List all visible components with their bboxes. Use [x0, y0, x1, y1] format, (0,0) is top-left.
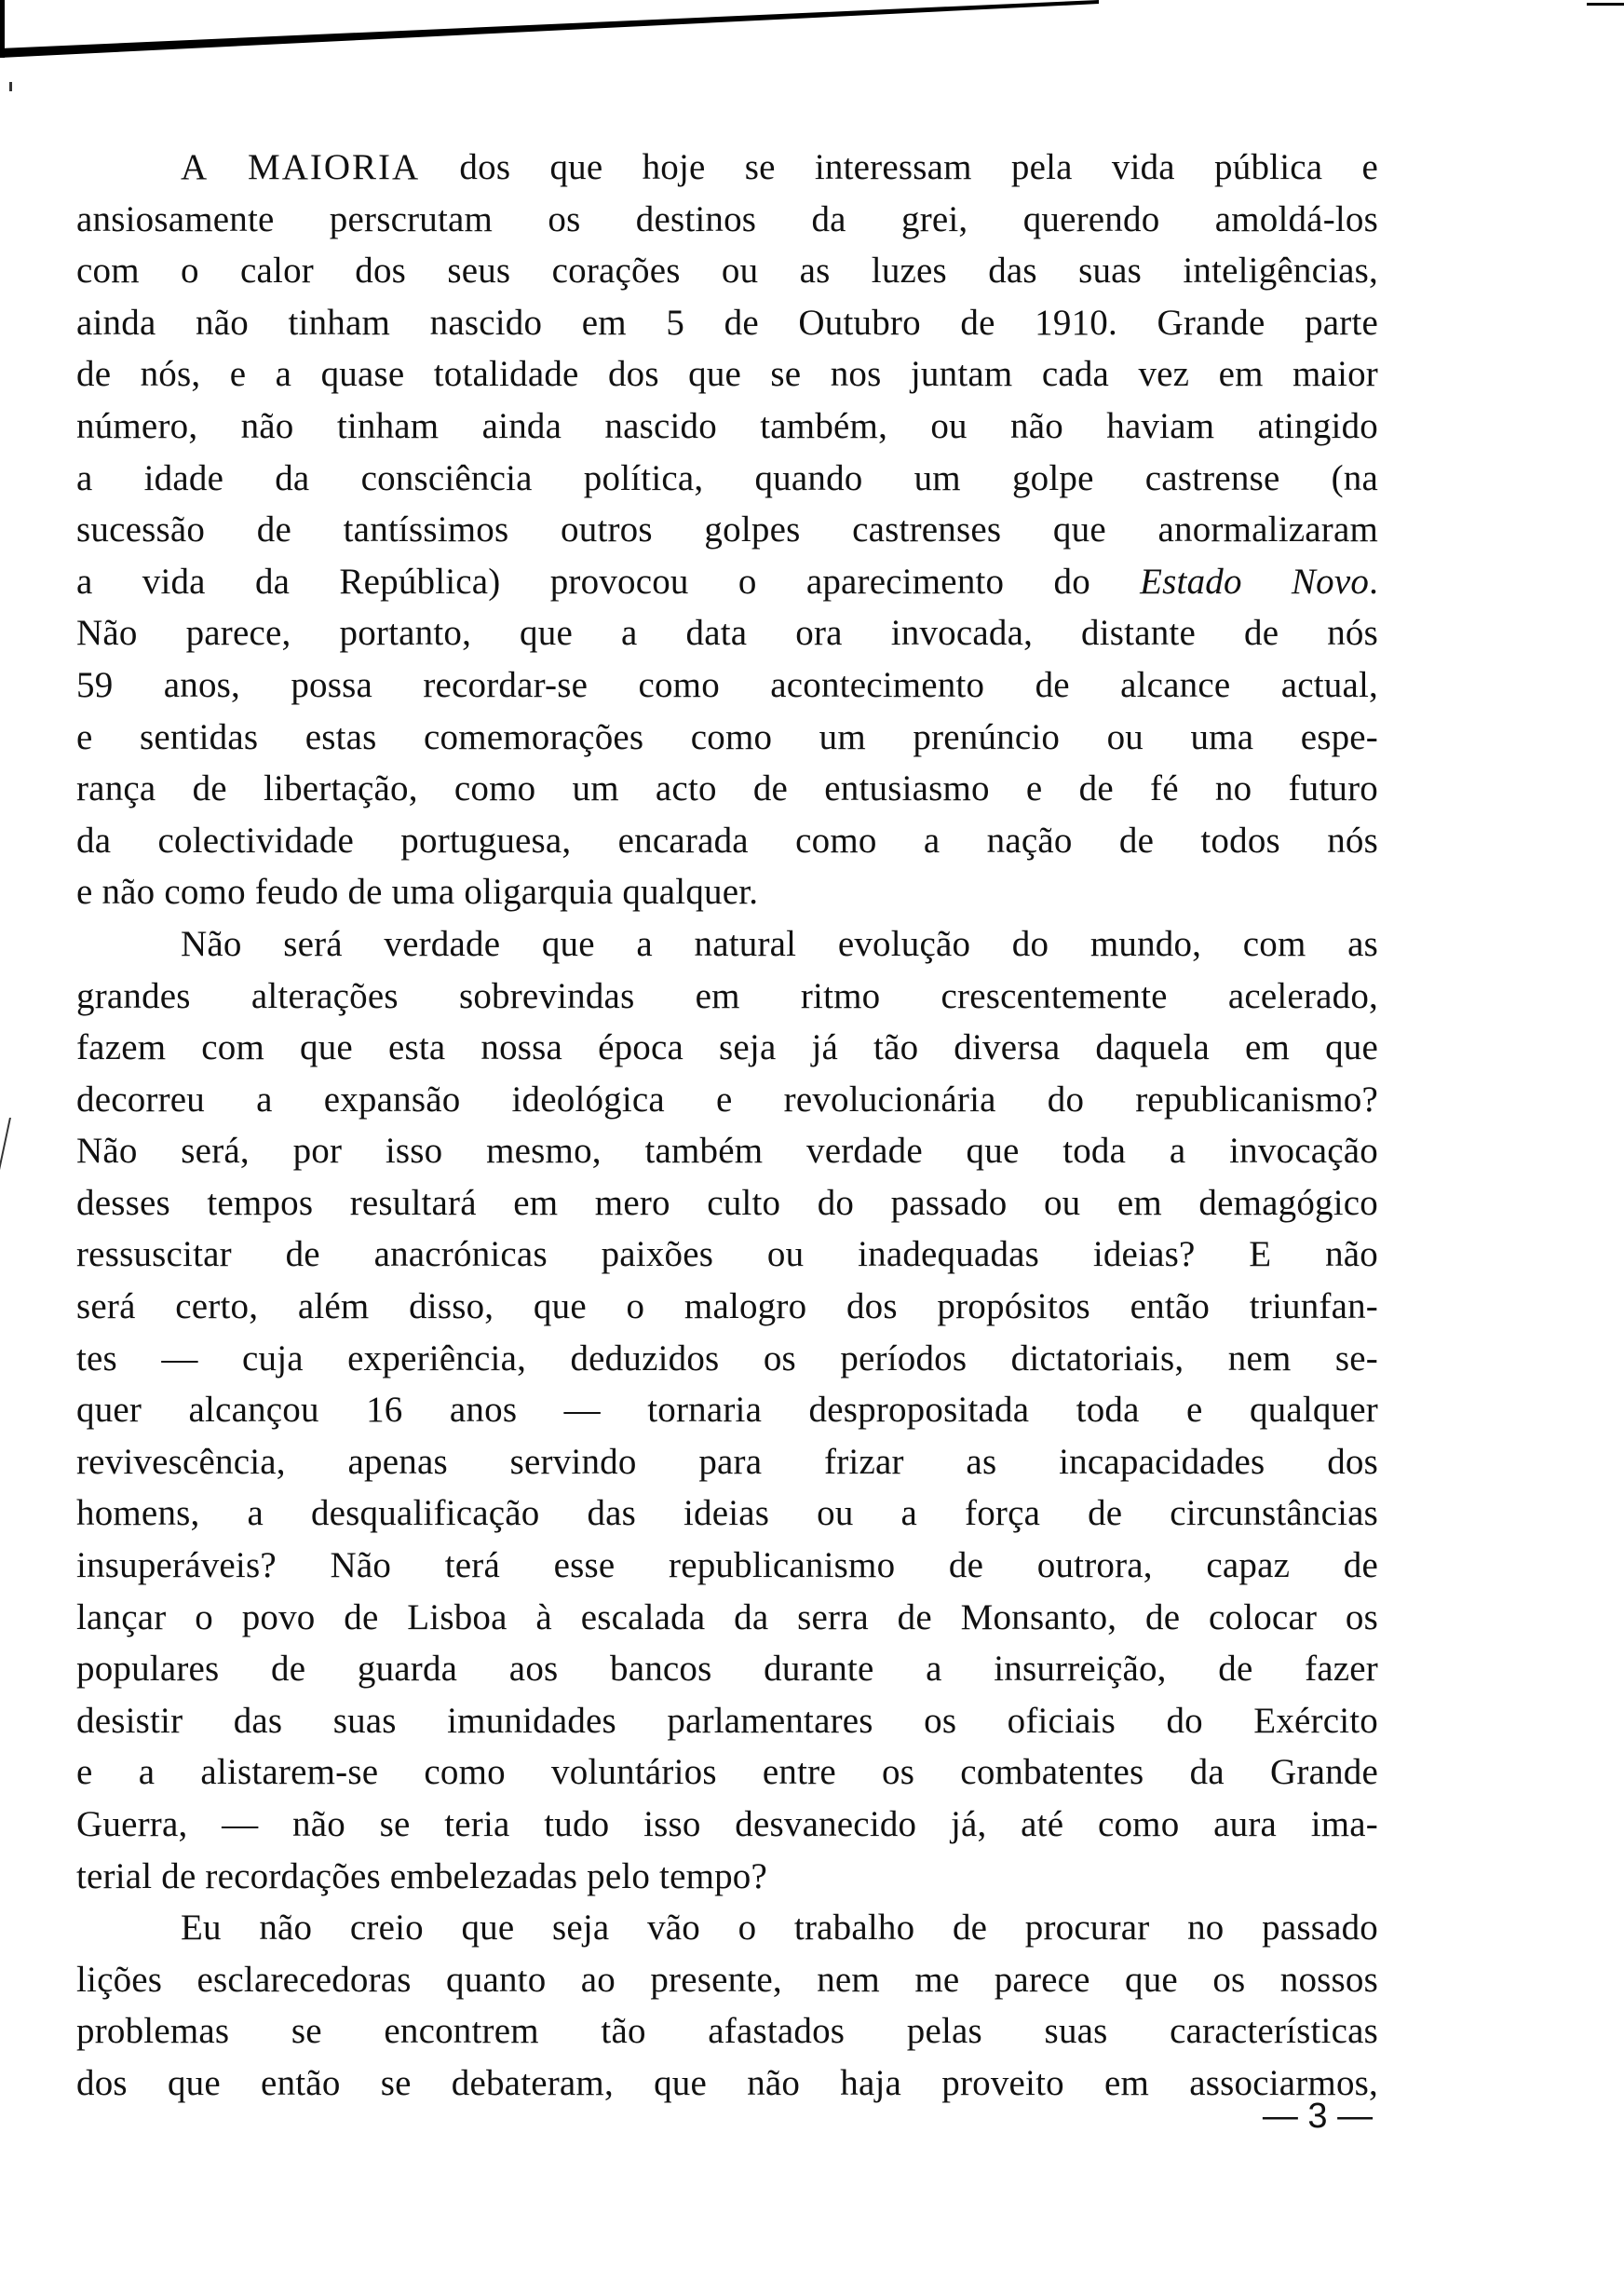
text-line: dos que então se debateram, que não haja proveito em associarmos,	[76, 2062, 1378, 2103]
text-line: revivescência, apenas servindo para frizar as incapacidades dos	[76, 1441, 1378, 1482]
text-line: lições esclarecedoras quanto ao presente, nem me parece que os nossos	[76, 1959, 1378, 2000]
text-line: Não será, por isso mesmo, também verdade que toda a invocação	[76, 1131, 1378, 1172]
text-line: será certo, além disso, que o malogro dos propósitos então triunfan-	[76, 1286, 1378, 1327]
text-line: ressuscitar de anacrónicas paixões ou inadequadas ideias? E não	[76, 1234, 1378, 1275]
text-line: e sentidas estas comemorações como um prenúncio ou uma espe-	[76, 716, 1378, 757]
text-line: a idade da consciência política, quando um golpe castrense (na	[76, 457, 1378, 498]
text-line: Guerra, — não se teria tudo isso desvanecido já, até como aura ima-	[76, 1804, 1378, 1844]
text-line: terial de recordações embelezadas pelo tempo?	[76, 1855, 768, 1896]
text-line: 59 anos, possa recordar-se como acontecimento de alcance actual,	[76, 664, 1378, 705]
page-body	[76, 142, 1378, 2110]
text-line: Não parece, portanto, que a data ora invocada, distante de nós	[76, 613, 1378, 654]
text-line: de nós, e a quase totalidade dos que se nos juntam cada vez em maior	[76, 354, 1378, 395]
text-line: grandes alterações sobrevindas em ritmo crescentemente acelerado,	[76, 975, 1378, 1016]
text-line: sucessão de tantíssimos outros golpes castrenses que anormalizaram	[76, 509, 1378, 550]
text-line: e não como feudo de uma oligarquia qualquer.	[76, 872, 759, 913]
text-line: tes — cuja experiência, deduzidos os períodos dictatoriais, nem se-	[76, 1338, 1378, 1378]
scan-border-line	[0, 0, 1624, 112]
paragraph-1	[76, 142, 1378, 918]
text-line: desistir das suas imunidades parlamentares os oficiais do Exército	[76, 1700, 1378, 1741]
paragraph-2	[76, 918, 1378, 1902]
opening-smallcaps: A MAIORIA	[181, 147, 421, 187]
text-line: número, não tinham ainda nascido também, ou não haviam atingido	[76, 405, 1378, 446]
text-line: Eu não creio que seja vão o trabalho de procurar no passado	[181, 1908, 1378, 1949]
text-line: populares de guarda aos bancos durante a insurreição, de fazer	[76, 1649, 1378, 1690]
text-line: problemas se encontrem tão afastados pelas suas características	[76, 2011, 1378, 2052]
page-number: — 3 —	[1262, 2097, 1374, 2136]
text-line: insuperáveis? Não terá esse republicanismo de outrora, capaz de	[76, 1545, 1378, 1586]
paragraph-3	[76, 1902, 1378, 2109]
text-line: fazem com que esta nossa época seja já tão diversa daquela em que	[76, 1027, 1378, 1068]
text-line: decorreu a expansão ideológica e revolucionária do republicanismo?	[76, 1079, 1378, 1120]
text-line: ansiosamente perscrutam os destinos da grei, querendo amoldá-los	[76, 198, 1378, 239]
text-line: homens, a desqualificação das ideias ou a força de circunstâncias	[76, 1493, 1378, 1534]
text-line: com o calor dos seus corações ou as luzes das suas inteligências,	[76, 251, 1378, 292]
text-line: a vida da República) provocou o aparecimento do Estado Novo.	[76, 561, 1379, 602]
text-line: quer alcançou 16 anos — tornaria despropositada toda e qualquer	[76, 1390, 1378, 1431]
text-line: da colectividade portuguesa, encarada como a nação de todos nós	[76, 820, 1378, 861]
text-line: rança de libertação, como um acto de entusiasmo e de fé no futuro	[76, 768, 1378, 809]
margin-pencil-mark	[0, 1118, 15, 1170]
text-line: Não será verdade que a natural evolução do mundo, com as	[181, 923, 1378, 964]
text-line: lançar o povo de Lisboa à escalada da serra de Monsanto, de colocar os	[76, 1596, 1378, 1637]
italic-title: Estado Novo	[1140, 561, 1370, 602]
text-line: A MAIORIA dos que hoje se interessam pela vida pública e	[181, 147, 1378, 187]
text-line: ainda não tinham nascido em 5 de Outubro de 1910. Grande parte	[76, 302, 1378, 343]
scan-speck	[9, 82, 12, 91]
text-line: desses tempos resultará em mero culto do passado ou em demagógico	[76, 1182, 1378, 1223]
text-line: e a alistarem-se como voluntários entre os combatentes da Grande	[76, 1752, 1378, 1793]
